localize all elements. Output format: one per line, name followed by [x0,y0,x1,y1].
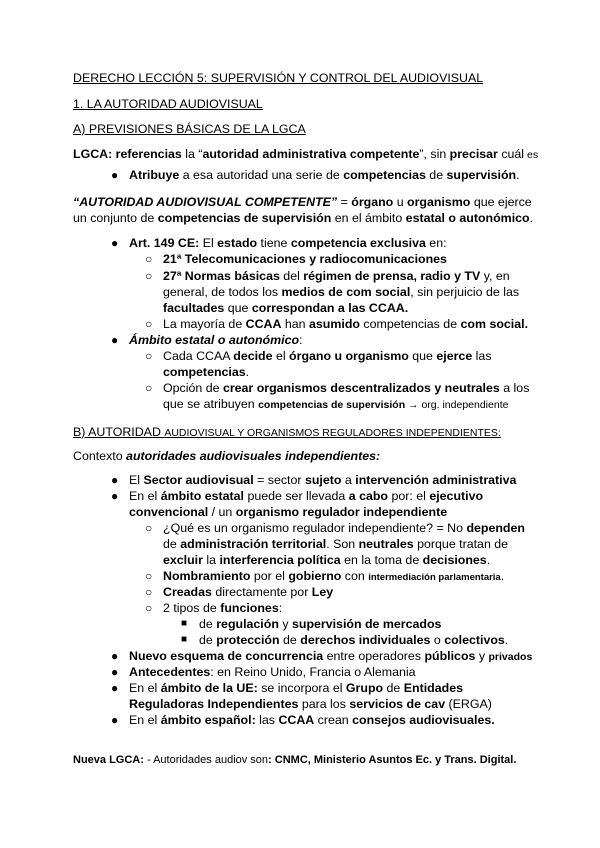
list-item-nuevo-esquema [129,648,532,665]
text-run: 2 tipos de [163,601,221,615]
text-run: . [500,569,505,583]
text-run: Sector audiovisual [143,473,254,487]
text-run: con [341,569,369,583]
document-title: DERECHO LECCIÓN 5: SUPERVISIÓN Y CONTROL DEL AUDIOVISUAL [73,71,484,85]
text-run: B) AUTORIDAD [73,425,165,439]
text-run: excluir [163,553,203,567]
text-run: derechos individuales [300,633,431,647]
bullet-disc-icon: ● [111,681,119,695]
bullet-square-icon: ■ [181,618,188,629]
text-run: y, en [480,269,510,283]
section-a-heading: A) PREVISIONES BÁSICAS DE LA LGCA [73,122,306,136]
text-run: : en Reino Unido, Francia o Alemania [210,665,416,679]
bullet-circle-icon: ○ [145,569,153,583]
text-run: Contexto [73,449,127,463]
text-run: privados [488,651,533,663]
text-run: de [199,633,217,647]
aac-paragraph-line-2 [73,210,533,226]
text-run: estado [217,236,258,250]
sub-item-funciones [163,600,282,616]
text-run: neutrales [358,537,414,551]
aac-paragraph-line-1 [73,194,532,210]
bullet-circle-icon: ○ [145,585,153,599]
sub-item-que-es-line-1 [163,520,525,536]
text-run: En el [129,489,161,503]
bullet-disc-icon: ● [111,236,119,250]
text-run: la [202,553,220,567]
contexto-paragraph [73,448,380,464]
text-run: com social. [460,317,529,331]
text-run: tiene [257,236,291,250]
text-run: competencia exclusiva [290,236,426,250]
text-run: han [281,317,310,331]
text-run: que ejerce [470,195,532,209]
text-run: = [337,195,352,209]
text-run: (ERGA) [445,697,492,711]
text-run: → org. independiente [405,399,509,411]
text-run: de [383,681,404,695]
sub-item-27-line-2 [163,284,519,300]
text-run: para los [298,697,350,711]
text-run: ámbito estatal [160,489,245,503]
text-run: entre operadores [323,649,425,663]
text-run: regulación [216,617,279,631]
list-item-antecedentes [129,664,416,680]
text-run: protección [216,633,280,647]
text-run: administración territorial [180,537,327,551]
bullet-disc-icon: ● [111,489,119,503]
text-run: : [299,333,303,347]
text-run: competencias de supervisión [258,399,406,411]
text-run: ”, sin [419,147,450,161]
text-run: es [524,149,539,161]
text-run: correspondan a las CCAA. [251,301,409,315]
list-item-espanol [129,712,495,728]
text-run: funciones [220,601,279,615]
bullet-circle-icon: ○ [145,521,153,535]
list-item-sector [129,472,516,488]
text-run: por: el [388,489,430,503]
text-run: se incorpora el [257,681,346,695]
text-run: La mayoría de [163,317,246,331]
text-run: decide [233,349,273,363]
text-run: . [516,168,520,182]
text-run: Grupo [345,681,384,695]
text-run: Ámbito estatal o autonómico [129,333,300,347]
text-run: Opción de [163,381,223,395]
text-run: intervención administrativa [355,473,517,487]
text-run: ámbito de la UE: [160,681,258,695]
text-run: LGCA: referencias [73,147,182,161]
text-run: En el [129,713,161,727]
text-run: supervisión [446,168,517,182]
text-run: y [475,649,489,663]
list-item-atribuye [129,167,520,183]
text-run: interferencia política [219,553,341,567]
text-run: órgano u organismo [289,349,409,363]
text-run: Ley [311,585,334,599]
text-run: , sin perjuicio de las [410,285,520,299]
text-run: competencias [163,365,246,379]
text-run: competencias de supervisión [157,211,332,225]
bullet-disc-icon: ● [111,333,119,347]
text-run: colectivos [444,633,505,647]
text-run: dependen [466,521,525,535]
text-run: : CNMC, Ministerio Asuntos Ec. y Trans. Digital. [268,754,517,766]
text-run: que [224,301,252,315]
text-run: consejos audiovisuales. [352,713,495,727]
text-run: competencias [343,168,426,182]
text-run: Nombramiento [163,569,251,583]
bullet-circle-icon: ○ [145,317,153,331]
text-run: públicos [424,649,476,663]
text-run: o [430,633,445,647]
text-run: en la toma de [340,553,423,567]
list-item-ue-line-1 [129,680,463,696]
list-item-ambito-estatal-line-1 [129,488,483,504]
lgca-paragraph [73,146,538,163]
text-run: En el [129,681,161,695]
text-run: Entidades [403,681,463,695]
text-run: Art. 149 CE: [129,236,200,250]
list-item-ambito [129,332,303,348]
text-run: facultades [163,301,225,315]
text-run: a [341,473,356,487]
text-run: las [255,713,279,727]
text-run: por el [250,569,289,583]
bullet-disc-icon: ● [111,649,119,663]
text-run: ámbito español: [160,713,256,727]
text-run: la “ [181,147,203,161]
text-run: Atribuye [129,168,180,182]
text-run: estatal o autonómico [405,211,530,225]
sub-item-que-es-line-3 [163,552,490,568]
text-run: intermediación parlamentaria [368,572,501,583]
text-run: y [278,617,292,631]
text-run: : [278,601,283,615]
sub-sub-item-regulacion [199,616,441,632]
text-run: CCAA [245,317,282,331]
text-run: porque tratan de [413,537,509,551]
text-run: . [245,365,250,379]
text-run: asumido [309,317,360,331]
section-1-heading: 1. LA AUTORIDAD AUDIOVISUAL [73,97,263,111]
list-item-art149 [129,235,447,251]
text-run: ¿Qué es un organismo regulador independiente? = No [163,521,467,535]
text-run: organismo [407,195,471,209]
text-run: en: [425,236,447,250]
nueva-lgca-paragraph [73,752,516,768]
bullet-disc-icon: ● [111,713,119,727]
text-run: organismo regulador independiente [235,505,448,519]
text-run: a cabo [348,489,388,503]
sub-item-cada-ccaa-line-1 [163,348,492,364]
text-run: Reguladoras Independientes [129,697,299,711]
text-run: . [504,633,509,647]
text-run: . Son [326,537,359,551]
text-run: general, de todos los [163,285,282,299]
text-run: - Autoridades audiov son [143,754,269,766]
text-run: 27ª Normas básicas [163,269,280,283]
sub-item-cada-ccaa-line-2 [163,364,249,380]
text-run: gobierno [288,569,342,583]
text-run: CCAA [278,713,315,727]
text-run: “AUTORIDAD AUDIOVISUAL COMPETENTE” [73,195,338,209]
text-run: Nuevo esquema de concurrencia [129,649,324,663]
text-run: El [129,473,144,487]
text-run: en el ámbito [331,211,406,225]
list-item-ue-line-2 [129,696,492,712]
text-run: decisiones [422,553,487,567]
text-run: medios de com social [281,285,411,299]
bullet-circle-icon: ○ [145,252,153,266]
text-run: de [279,633,301,647]
bullet-circle-icon: ○ [145,601,153,615]
text-run: de [163,537,181,551]
sub-item-27-line-1 [163,268,510,284]
text-run: crear organismos descentralizados y neutrales [222,381,500,395]
bullet-disc-icon: ● [111,473,119,487]
text-run: cuál [497,147,525,161]
section-b-heading [73,424,501,441]
sub-item-opcion-line-2 [163,396,508,413]
text-run: del [279,269,304,283]
text-run: El [199,236,218,250]
sub-item-21: 21ª Telecomunicaciones y radiocomunicaciones [163,252,447,266]
text-run: sujeto [304,473,342,487]
text-run: AUDIOVISUAL Y ORGANISMOS REGULADORES INDEPENDIENTES: [164,427,501,439]
text-run: . [486,553,491,567]
text-run: el [272,349,290,363]
text-run: supervisión de mercados [291,617,442,631]
sub-item-creadas [163,584,333,600]
text-run: puede ser llevada [244,489,349,503]
text-run: precisar [449,147,498,161]
text-run: que se atribuyen [163,397,259,411]
text-run: Antecedentes [129,665,211,679]
text-run: servicios de cav [349,697,446,711]
sub-item-que-es-line-2 [163,536,508,552]
list-item-ambito-estatal-line-2 [129,504,447,520]
text-run: . [529,211,534,225]
text-run: Cada CCAA [163,349,234,363]
text-run: = sector [253,473,305,487]
text-run: autoridad administrativa competente [202,147,420,161]
bullet-circle-icon: ○ [145,349,153,363]
bullet-square-icon: ■ [181,634,188,645]
text-run: competencias de [359,317,461,331]
bullet-disc-icon: ● [111,665,119,679]
bullet-circle-icon: ○ [145,269,153,283]
text-run: las [472,349,492,363]
text-run: directamente por [211,585,312,599]
sub-item-mayoria [163,316,528,332]
text-run: / un [208,505,236,519]
text-run: Creadas [163,585,212,599]
text-run: autoridades audiovisuales independientes: [126,449,381,463]
text-run: un conjunto de [73,211,158,225]
text-run: que [408,349,437,363]
text-run: u [393,195,408,209]
text-run: ejecutivo [429,489,484,503]
text-run: de [199,617,217,631]
sub-item-opcion-line-1 [163,380,529,396]
bullet-disc-icon: ● [111,168,119,182]
text-run: régimen de prensa, radio y TV [303,269,481,283]
text-run: a los [499,381,530,395]
sub-item-27-line-3 [163,300,408,316]
text-run: convencional [129,505,209,519]
text-run: crean [314,713,353,727]
text-run: Nueva LGCA: [73,754,144,766]
text-run: órgano [351,195,394,209]
sub-sub-item-proteccion [199,632,508,648]
text-run: ejerce [436,349,473,363]
text-run: a esa autoridad una serie de [179,168,344,182]
text-run: de [425,168,447,182]
bullet-circle-icon: ○ [145,381,153,395]
